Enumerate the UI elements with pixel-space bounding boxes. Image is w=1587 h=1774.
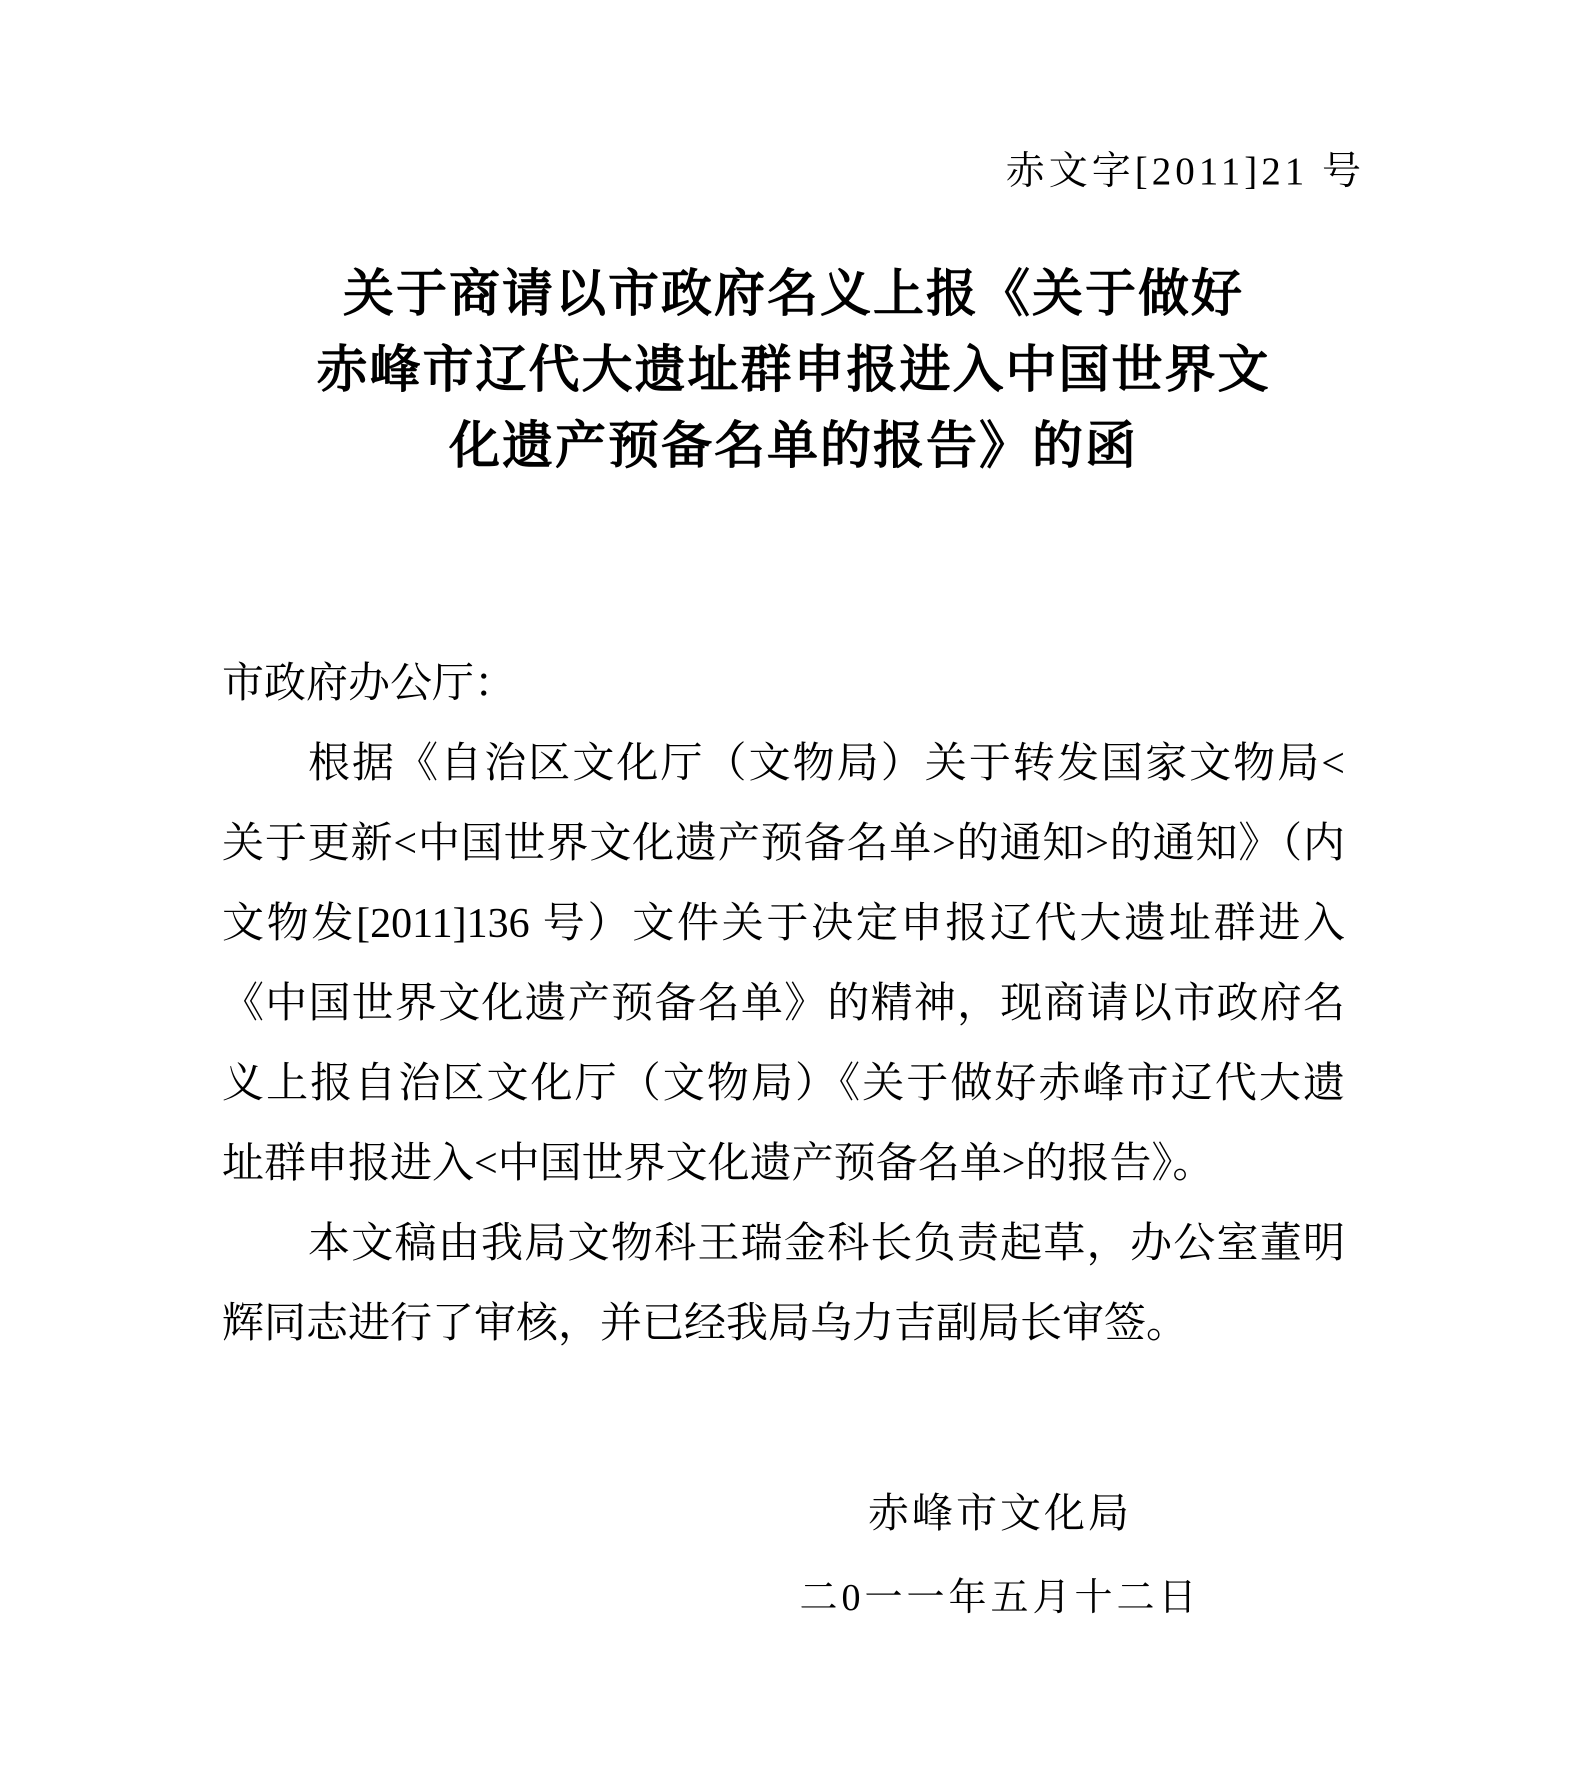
document-body <box>222 644 1345 1364</box>
document-title <box>0 256 1587 484</box>
body-line: 文物发[2011]136 号）文件关于决定申报辽代大遗址群进入 <box>222 901 1345 947</box>
body-line: 关于更新<中国世界文化遗产预备名单>的通知>的通知》（内 <box>222 821 1345 867</box>
body-line: 义上报自治区文化厅（文物局）《关于做好赤峰市辽代大遗 <box>222 1061 1345 1107</box>
document-title-line-1: 关于商请以市政府名义上报《关于做好 <box>342 265 1244 322</box>
signature-organization: 赤峰市文化局 <box>868 1490 1132 1536</box>
document-title-line-2: 赤峰市辽代大遗址群申报进入中国世界文 <box>316 341 1271 398</box>
salutation: 市政府办公厅： <box>222 661 517 707</box>
body-line: 根据《自治区文化厅（文物局）关于转发国家文物局< <box>308 741 1345 787</box>
body-line: 本文稿由我局文物科王瑞金科长负责起草，办公室董明 <box>308 1221 1345 1267</box>
body-line: 《中国世界文化遗产预备名单》的精神，现商请以市政府名 <box>222 981 1345 1027</box>
signature-date: 二0一一年五月十二日 <box>799 1577 1201 1619</box>
document-reference-number: 赤文字[2011]21 号 <box>1005 150 1365 193</box>
body-line: 址群申报进入<中国世界文化遗产预备名单>的报告》。 <box>222 1141 1215 1187</box>
document-title-line-3: 化遗产预备名单的报告》的函 <box>448 417 1138 474</box>
body-line: 辉同志进行了审核，并已经我局乌力吉副局长审签。 <box>222 1301 1189 1347</box>
